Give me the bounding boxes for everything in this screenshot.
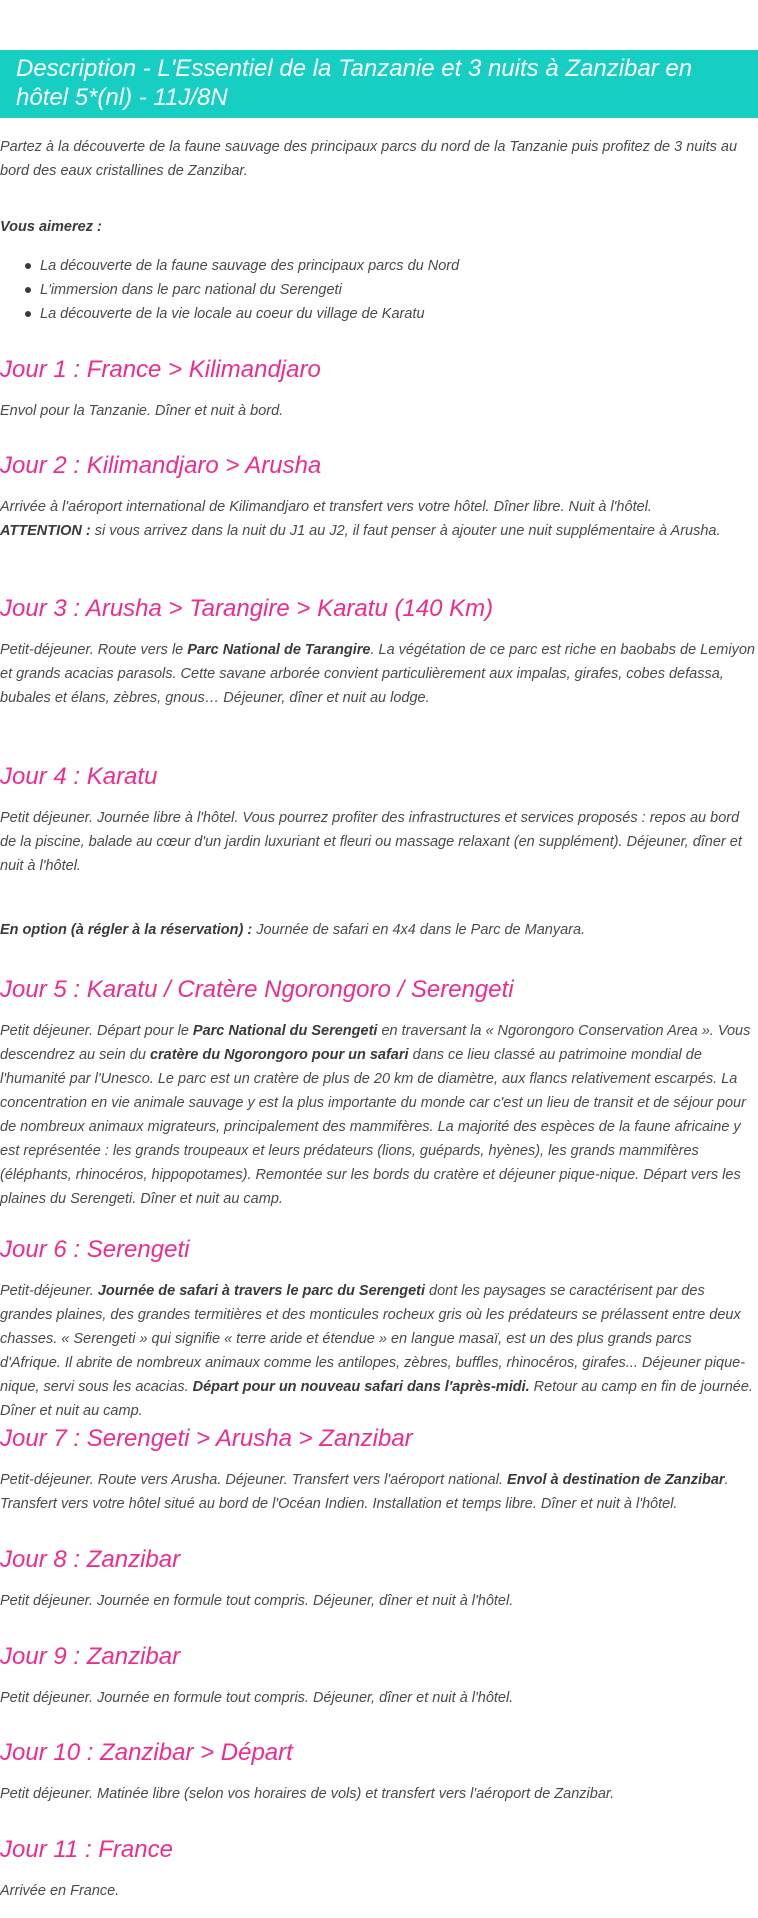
day-5-text-bold: Parc National du Serengeti [192,1023,378,1039]
day-4-heading: Jour 4 : Karatu [0,763,158,790]
day-3-text-part: Petit-déjeuner. Route vers le [0,642,188,658]
day-2-attention-label: ATTENTION : [0,523,91,539]
day-7-text [0,1468,756,1516]
day-2-text [0,495,756,543]
day-4-option-text [0,918,756,942]
day-5-text-part: dans ce lieu classé au patrimoine mondial de l'humanité par l'Unesco. Le parc est un cratère de plus de 20 km de diamètre, aux flancs relativement escarpés. La concentration en vie animale sauvage y est la plus importante du monde car c'est un lieu de transit et de séjour pour de nombreux animaux migrateurs, principalement des mammifères. La majorité des espèces de la faune africaine y est représentée : les grands troupeaux et leurs prédateurs (lions, guépards, hyènes), les grands mammifères (éléphants, rhinocéros, hippopotames). Remontée sur les bords du cratère et déjeuner pique-nique. Départ vers les plaines du Serengeti. Dîner et nuit au camp. [0,1047,746,1207]
intro-block [0,135,756,183]
day-1-body [0,399,756,423]
day-5-text-part: Petit déjeuner. Départ pour le [0,1023,193,1039]
likes-list [0,254,756,326]
day-6-text [0,1279,756,1423]
intro-text: Partez à la découverte de la faune sauvage des principaux parcs du nord de la Tanzanie puis profitez de 3 nuits au bord des eaux cristallines de Zanzibar. [0,139,738,179]
day-9-heading: Jour 9 : Zanzibar [0,1643,181,1670]
title-banner [0,50,758,118]
day-10-text: Petit déjeuner. Matinée libre (selon vos horaires de vols) et transfert vers l'aéroport de Zanzibar. [0,1786,615,1802]
day-4-option-value: Journée de safari en 4x4 dans le Parc de Manyara. [252,922,586,938]
day-2-text-main: Arrivée à l'aéroport international de Kilimandjaro et transfert vers votre hôtel. Dîner libre. Nuit à l'hôtel. [0,499,652,515]
day-5-text-part: en traversant la « Ngorongoro Conservation Area ». Vous descendrez au sein du [0,1023,751,1063]
day-6-heading-block [0,1235,756,1265]
day-2-heading-block [0,451,756,481]
day-9-body [0,1686,756,1710]
day-7-body [0,1468,756,1516]
day-3-heading-block [0,594,756,624]
day-10-body [0,1782,756,1806]
day-3-text-part: . La végétation de ce parc est riche en baobabs de Lemiyon et grands acacias parasols. Cette savane arborée convient particulièrement aux impalas, girafes, cobes defassa, bubales et élans, zèbres, gnous… Déjeuner, dîner et nuit au lodge. [0,642,755,706]
day-6-text-part: dont les paysages se caractérisent par des grandes plaines, des grandes termitières et des monticules rocheux gris où les prédateurs se prélassent entre deux chasses. « Serengeti » qui signifie « terre aride et étendue » en langue masaï, est un des plus grands parcs d'Afrique. Il abrite de nombreux animaux comme les antilopes, zèbres, buffles, rhinocéros, girafes... Déjeuner pique-nique, servi sous les acacias. [0,1283,746,1395]
day-10-heading-block [0,1738,756,1768]
day-6-text-part: Retour au camp en fin de journée. Dîner et nuit au camp. [0,1379,753,1419]
day-6-text-bold: Journée de safari à travers le parc du Serengeti [97,1283,426,1299]
day-4-text: Petit déjeuner. Journée libre à l'hôtel. Vous pourrez profiter des infrastructures et services proposés : repos au bord de la piscine, balade au cœur d'un jardin luxuriant et fleuri ou massage relaxant (en supplément). Déjeuner, dîner et nuit à l'hôtel. [0,810,742,874]
day-7-text-bold: Envol à destination de Zanzibar [507,1472,725,1488]
day-5-heading-block [0,975,756,1005]
day-2-body [0,495,756,543]
day-11-text: Arrivée en France. [0,1883,120,1899]
day-7-heading: Jour 7 : Serengeti > Arusha > Zanzibar [0,1425,413,1452]
day-4-heading-block [0,762,756,792]
likes-list-block [0,254,756,326]
day-4-option [0,918,756,942]
day-7-text-part: Petit-déjeuner. Route vers Arusha. Déjeuner. Transfert vers l'aéroport national. [0,1472,508,1488]
day-8-heading-block [0,1545,756,1575]
day-3-text [0,638,756,710]
page-title: Description - L'Essentiel de la Tanzanie et 3 nuits à Zanzibar en hôtel 5*(nl) - 11J/8N [16,55,693,111]
day-3-body [0,638,756,710]
day-2-heading: Jour 2 : Kilimandjaro > Arusha [0,452,322,479]
day-5-body [0,1019,756,1211]
day-4-body [0,806,756,878]
day-7-text-part: . Transfert vers votre hôtel situé au bord de l'Océan Indien. Installation et temps libre. Dîner et nuit à l'hôtel. [0,1472,729,1512]
day-4-option-label: En option (à régler à la réservation) : [0,922,253,938]
day-6-heading: Jour 6 : Serengeti [0,1236,190,1263]
day-9-heading-block [0,1642,756,1672]
day-7-heading-block [0,1424,756,1454]
day-5-text-bold: cratère du Ngorongoro pour un safari [149,1047,409,1063]
day-6-text-part: Petit-déjeuner. [0,1283,98,1299]
day-1-heading: Jour 1 : France > Kilimandjaro [0,356,321,383]
day-3-heading: Jour 3 : Arusha > Tarangire > Karatu (140 Km) [0,595,494,622]
likes-item: L'immersion dans le parc national du Serengeti [0,278,756,302]
likes-block [0,215,756,239]
day-10-heading: Jour 10 : Zanzibar > Départ [0,1739,293,1766]
day-2-attention-text: si vous arrivez dans la nuit du J1 au J2, il faut penser à ajouter une nuit supplémentaire à Arusha. [90,523,721,539]
day-6-text-bold: Départ pour un nouveau safari dans l'après-midi. [192,1379,530,1395]
day-5-text [0,1019,756,1211]
day-5-heading: Jour 5 : Karatu / Cratère Ngorongoro / Serengeti [0,976,514,1003]
likes-item: La découverte de la faune sauvage des principaux parcs du Nord [0,254,756,278]
day-8-body [0,1589,756,1613]
day-9-text: Petit déjeuner. Journée en formule tout compris. Déjeuner, dîner et nuit à l'hôtel. [0,1690,514,1706]
day-1-text: Envol pour la Tanzanie. Dîner et nuit à bord. [0,403,284,419]
day-11-heading-block [0,1835,756,1865]
day-6-body [0,1279,756,1423]
day-3-text-bold: Parc National de Tarangire [187,642,371,658]
day-1-heading-block [0,355,756,385]
day-8-text: Petit déjeuner. Journée en formule tout compris. Déjeuner, dîner et nuit à l'hôtel. [0,1593,514,1609]
likes-title: Vous aimerez : [0,219,102,235]
likes-item: La découverte de la vie locale au coeur du village de Karatu [0,302,756,326]
day-8-heading: Jour 8 : Zanzibar [0,1546,181,1573]
day-11-body [0,1879,756,1903]
day-11-heading: Jour 11 : France [0,1836,173,1863]
